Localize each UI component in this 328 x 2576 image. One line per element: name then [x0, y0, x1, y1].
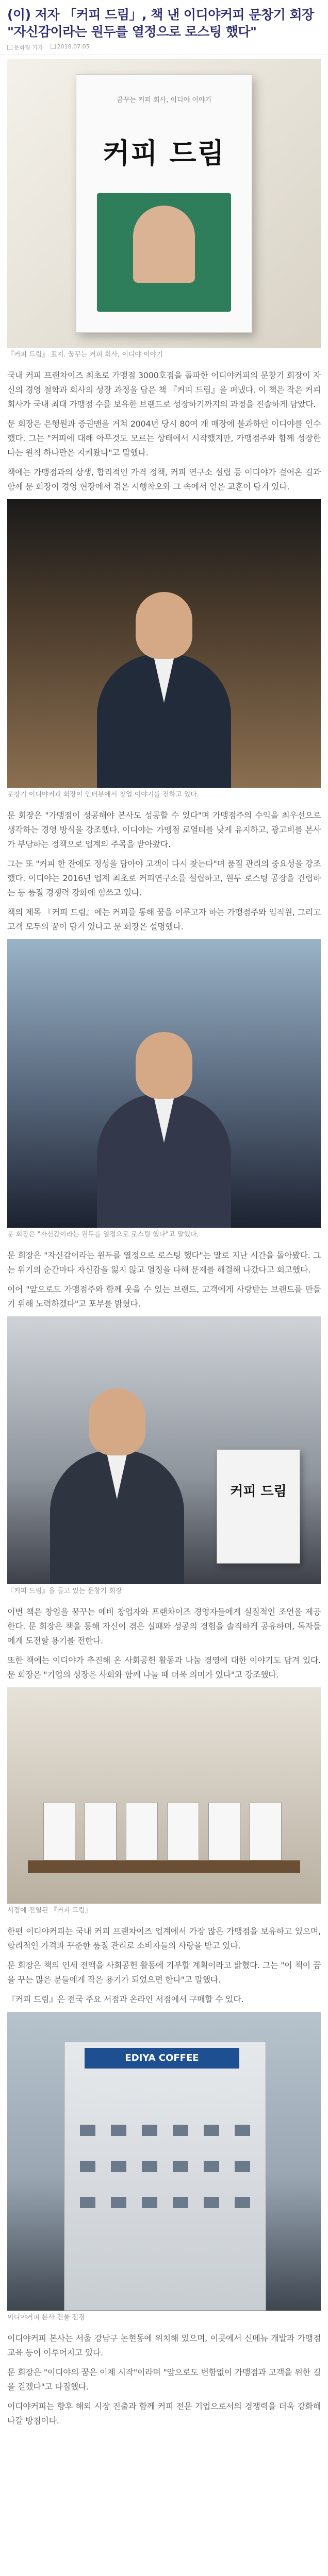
paragraph: 문 회장은 "가맹점이 성공해야 본사도 성공할 수 있다"며 가맹점주의 수익을 최우선으로 생각하는 경영 방식을 강조했다. 이디야는 가맹점 로열티를 낮게 유지하고, 광고비를 본사가 부담하는 정책으로 업계의 주목을 받아왔다. [7, 810, 321, 849]
paragraph: 이번 책은 창업을 꿈꾸는 예비 창업자와 프랜차이즈 경영자들에게 실질적인 조언을 제공한다. 문 회장은 책을 통해 자신이 겪은 실패와 성공의 경험을 솔직하게 공유하며, 독자들에게 도전할 용기를 전한다. [7, 1607, 321, 1646]
article-meta [0, 40, 328, 55]
image-caption: 문 회장은 "자신감이라는 원두를 열정으로 로스팅 했다"고 말했다. [7, 1231, 199, 1239]
paragraph: 문 회장은 책의 인세 전액을 사회공헌 활동에 기부할 계획이라고 밝혔다. 그는 "이 책이 꿈을 꾸는 많은 분들에게 작은 용기가 되었으면 한다"고 말했다. [7, 1960, 321, 1985]
paragraph: 또한 책에는 이디야가 추진해 온 사회공헌 활동과 나눔 경영에 대한 이야기도 담겨 있다. 문 회장은 "기업의 성장은 사회와 함께 나눌 때 더욱 의미가 있다"고 강조했다. [7, 1655, 321, 1680]
paragraph: 국내 커피 프랜차이즈 최초로 가맹점 3000호점을 돌파한 이디야커피의 문창기 회장이 자신의 경영 철학과 회사의 성장 과정을 담은 책 『커피 드림』을 펴냈다. 이 책은 작은 커피 회사가 국내 최대 가맹점 수를 보유한 브랜드로 성장하기까지의 과정을 진솔하게 담았다. [7, 370, 321, 409]
building-sign: EDIYA COFFEE [85, 2048, 239, 2069]
company-building-photo [7, 2012, 321, 2311]
paragraph: 이어 "앞으로도 가맹점주와 함께 웃을 수 있는 브랜드, 고객에게 사랑받는 브랜드를 만들기 위해 노력하겠다"고 포부를 밝혔다. [7, 1284, 321, 1309]
paragraph: 『커피 드림』은 전국 주요 서점과 온라인 서점에서 구매할 수 있다. [7, 1994, 244, 2004]
book-in-hand: 커피 드림 [217, 1449, 300, 1564]
article-title: (이) 저자 「커피 드림」, 책 낸 이디야커피 문창기 회장 "자신감이라는 원두를 열정으로 로스팅 했다" [7, 7, 314, 39]
paragraph: 한편 이디야커피는 국내 커피 프랜차이즈 업계에서 가장 많은 가맹점을 보유하고 있으며, 합리적인 가격과 꾸준한 품질 관리로 소비자들의 사랑을 받고 있다. [7, 1926, 321, 1951]
book-cover-photo [7, 59, 321, 348]
interview-photo [7, 939, 321, 1228]
author-with-book-photo [7, 1316, 321, 1584]
paragraph: 책의 제목 『커피 드림』에는 커피를 통해 꿈을 이루고자 하는 가맹점주와 임직원, 그리고 고객 모두의 꿈이 담겨 있다고 문 회장은 설명했다. [7, 907, 321, 931]
paragraph: 문 회장은 은행원과 증권맨을 거쳐 2004년 당시 80여 개 매장에 불과하던 이디야를 인수했다. 그는 "커피에 대해 아무것도 모르는 상태에서 시작했지만, 가맹점주와 함께 성장한다는 원칙 하나만은 지켜왔다"고 말했다. [7, 419, 321, 457]
bookstore-display-photo [7, 1687, 321, 1904]
interview-photo [7, 499, 321, 788]
cover-portrait [97, 193, 231, 312]
paragraph: 문 회장은 "이디야의 꿈은 이제 시작"이라며 "앞으로도 변함없이 가맹점과 고객을 위한 길을 걷겠다"고 다짐했다. [7, 2367, 321, 2392]
calendar-icon [51, 44, 56, 49]
article-body [0, 59, 328, 2428]
paragraph: 이디야커피 본사는 서울 강남구 논현동에 위치해 있으며, 이곳에서 신메뉴 개발과 가맹점 교육 등이 이루어지고 있다. [7, 2333, 321, 2358]
paragraph: 책에는 가맹점과의 상생, 합리적인 가격 정책, 커피 연구소 설립 등 이디야가 걸어온 길과 함께 문 회장이 경영 현장에서 겪은 시행착오와 그 속에서 얻은 교훈이 담겨 있다. [7, 467, 321, 492]
author-meta: 문화팀 기자 [7, 43, 43, 52]
user-icon [7, 45, 12, 50]
image-caption: 『커피 드림』을 들고 있는 문창기 회장 [7, 1587, 122, 1595]
image-caption: 이디야커피 본사 건물 전경 [7, 2314, 85, 2321]
date-meta: 2018.07.05 [51, 43, 90, 52]
book-cover: 꿈꾸는 커피 회사, 이디야 이야기 커피 드림 [76, 74, 252, 333]
image-caption: 문창기 이디야커피 회장이 인터뷰에서 창업 이야기를 전하고 있다. [7, 791, 200, 799]
paragraph: 문 회장은 "자신감이라는 원두를 열정으로 로스팅 했다"는 말로 지난 시간을 돌아봤다. 그는 위기의 순간마다 자신감을 잃지 않고 열정을 다해 문제를 해결해 나갔다고 회고했다. [7, 1250, 321, 1275]
image-caption: 서점에 진열된 『커피 드림』 [7, 1907, 92, 1914]
paragraph: 그는 또 "커피 한 잔에도 정성을 담아야 고객이 다시 찾는다"며 품질 관리의 중요성을 강조했다. 이디야는 2016년 업계 최초로 커피연구소를 설립하고, 원두 로스팅 공장을 건립하는 등 품질 경쟁력 강화에 힘쓰고 있다. [7, 859, 321, 897]
image-caption: 『커피 드림』 표지. 꿈꾸는 커피 회사, 이디야 이야기 [7, 351, 163, 359]
paragraph: 이디야커피는 향후 해외 시장 진출과 함께 커피 전문 기업으로서의 경쟁력을 더욱 강화해 나갈 방침이다. [7, 2401, 321, 2426]
